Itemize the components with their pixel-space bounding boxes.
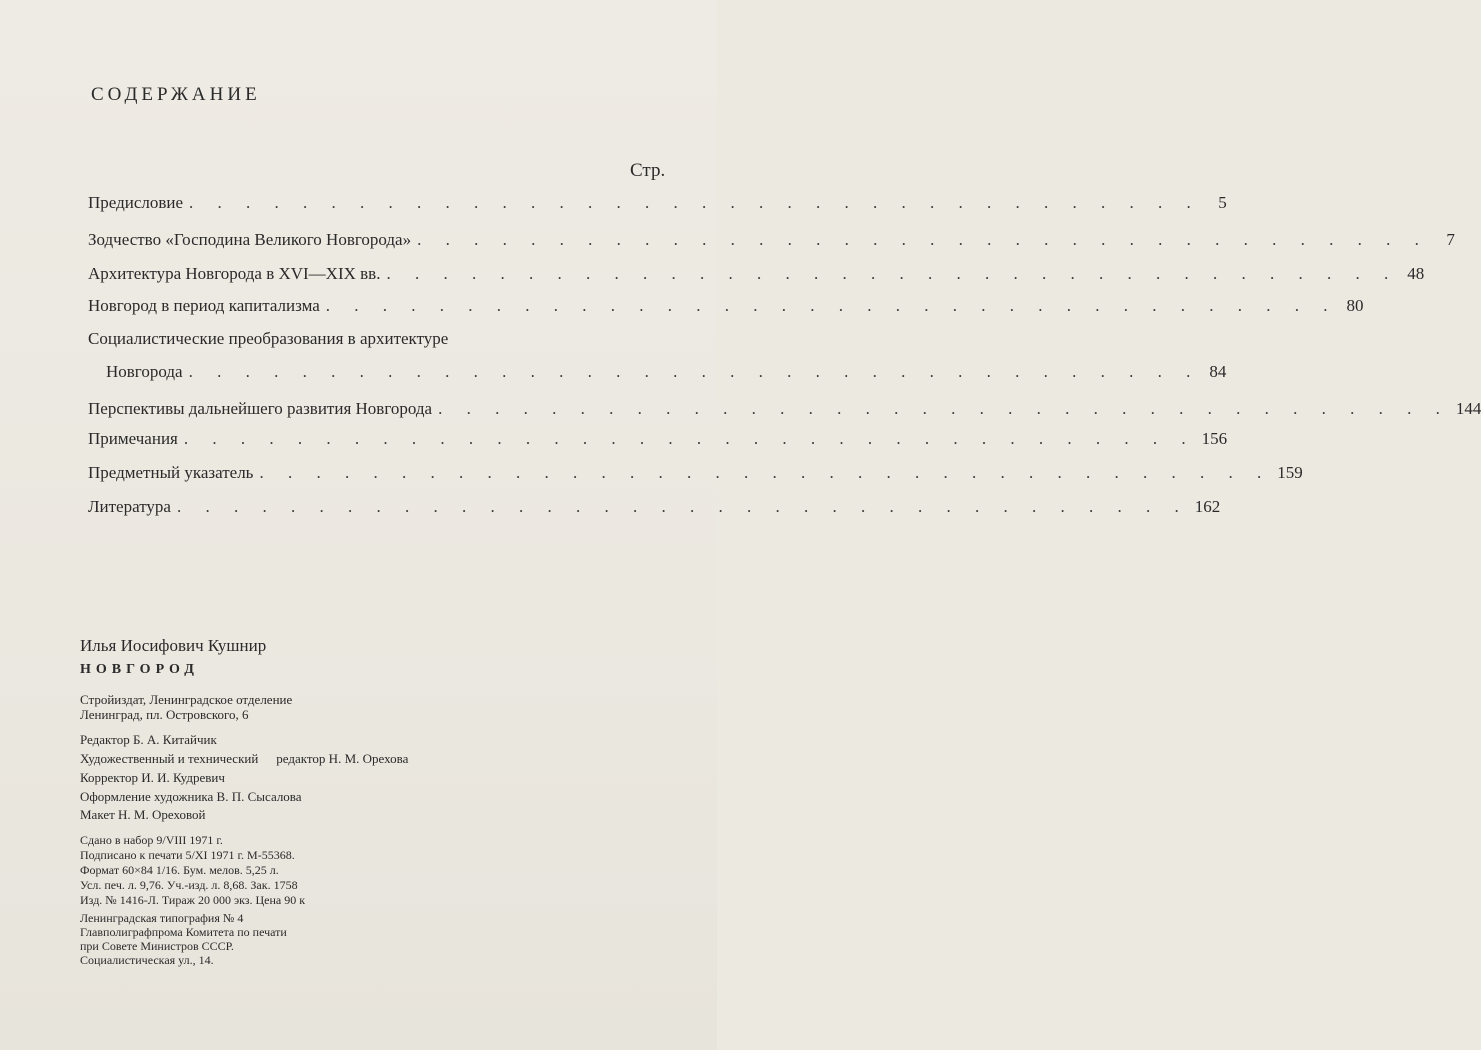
toc-entry xyxy=(88,428,1228,450)
toc-entry-title: Перспективы дальнейшего развития Новгорода xyxy=(88,399,433,418)
print-detail-line: Усл. печ. л. 9,76. Уч.-изд. л. 8,68. Зак. 1758 xyxy=(80,878,298,892)
toc-entry xyxy=(88,263,1425,285)
layout-line: Макет Н. М. Ореховой xyxy=(80,807,206,822)
print-detail-line: Подписано к печати 5/XI 1971 г. М-55368. xyxy=(80,848,295,862)
toc-entry-title: Предисловие xyxy=(88,193,184,212)
leader-dots: . . . . . . . . . . . . . . . . . . . . . . . . . . . . . . . . . . . . xyxy=(176,497,1189,516)
printer-line: Социалистическая ул., 14. xyxy=(80,953,214,967)
toc-entry-page: 7 xyxy=(1446,230,1455,249)
print-detail-line: Сдано в набор 9/VIII 1971 г. xyxy=(80,833,223,847)
print-detail-line: Изд. № 1416-Л. Тираж 20 000 экз. Цена 90 к xyxy=(80,893,306,907)
toc-entry xyxy=(88,496,1221,518)
toc-entry-title: Новгород в период капитализма xyxy=(88,296,320,315)
leader-dots: . . . . . . . . . . . . . . . . . . . . . . . . . . . . . . . . . . . . xyxy=(188,362,1201,381)
toc-entry xyxy=(88,295,1364,317)
toc-entry xyxy=(88,361,1227,383)
printer-line: Ленинградская типография № 4 xyxy=(80,911,244,925)
toc-entry-page: 162 xyxy=(1194,497,1221,516)
leader-dots: . . . . . . . . . . . . . . . . . . . . . . . . . . . . . . . . . . . . xyxy=(417,230,1429,249)
leader-dots: . . . . . . . . . . . . . . . . . . . . . . . . . . . . . . . . . . . . xyxy=(183,429,1196,448)
toc-entry-page: 80 xyxy=(1346,296,1364,315)
toc-entry-page: 159 xyxy=(1277,463,1303,482)
toc-entry-page: 48 xyxy=(1407,264,1425,283)
toc-entry-title: Архитектура Новгорода в XVI—XIX вв. xyxy=(88,264,381,283)
toc-entry-title: Предметный указатель xyxy=(88,463,254,482)
toc-entry xyxy=(88,398,1481,420)
toc-entry-page: 144 xyxy=(1455,399,1481,418)
toc-entry-page: 84 xyxy=(1209,362,1227,381)
page-column-label: Стр. xyxy=(630,160,666,181)
printer-line: Главполиграфпрома Комитета по печати xyxy=(80,925,287,939)
toc-entry-title: Зодчество «Господина Великого Новгорода» xyxy=(88,230,412,249)
toc-entry-page: 156 xyxy=(1201,429,1228,448)
art-tech-editor-role: Художественный и технический xyxy=(80,751,259,766)
leader-dots: . . . . . . . . . . . . . . . . . . . . . . . . . . . . . . . . . . . . xyxy=(259,463,1272,482)
print-detail-line: Формат 60×84 1/16. Бум. мелов. 5,25 л. xyxy=(80,863,279,877)
toc-entry xyxy=(88,462,1303,484)
contents-heading: СОДЕРЖАНИЕ xyxy=(91,84,261,105)
leader-dots: . . . . . . . . . . . . . . . . . . . . . . . . . . . . . . . . . . . . xyxy=(438,399,1450,418)
leader-dots: . . . . . . . . . . . . . . . . . . . . . . . . . . . . . . . . . . . . xyxy=(386,264,1399,283)
art-tech-editor-line xyxy=(80,751,408,767)
book-title: НОВГОРОД xyxy=(80,662,199,677)
publisher-address: Ленинград, пл. Островского, 6 xyxy=(80,707,249,722)
toc-entry-title-line1: Социалистические преобразования в архитектуре xyxy=(88,329,449,348)
publisher-line: Стройиздат, Ленинградское отделение xyxy=(80,692,293,707)
designer-line: Оформление художника В. П. Сысалова xyxy=(80,789,302,804)
toc-entry-title: Примечания xyxy=(88,429,178,448)
leader-dots: . . . . . . . . . . . . . . . . . . . . . . . . . . . . . . . . . . . . xyxy=(189,193,1201,212)
toc-entry-title: Новгорода xyxy=(106,362,183,381)
corrector-line: Корректор И. И. Кудревич xyxy=(80,770,225,785)
editor-line: Редактор Б. А. Китайчик xyxy=(80,732,217,747)
leader-dots: . . . . . . . . . . . . . . . . . . . . . . . . . . . . . . . . . . . . xyxy=(325,296,1338,315)
author-name: Илья Иосифович Кушнир xyxy=(80,636,267,655)
printer-line: при Совете Министров СССР. xyxy=(80,939,234,953)
toc-entry xyxy=(88,229,1455,251)
toc-entry-title: Литература xyxy=(88,497,171,516)
art-tech-editor-name: редактор Н. М. Орехова xyxy=(276,751,409,766)
toc-entry-page: 5 xyxy=(1218,193,1227,212)
toc-entry xyxy=(88,192,1227,214)
